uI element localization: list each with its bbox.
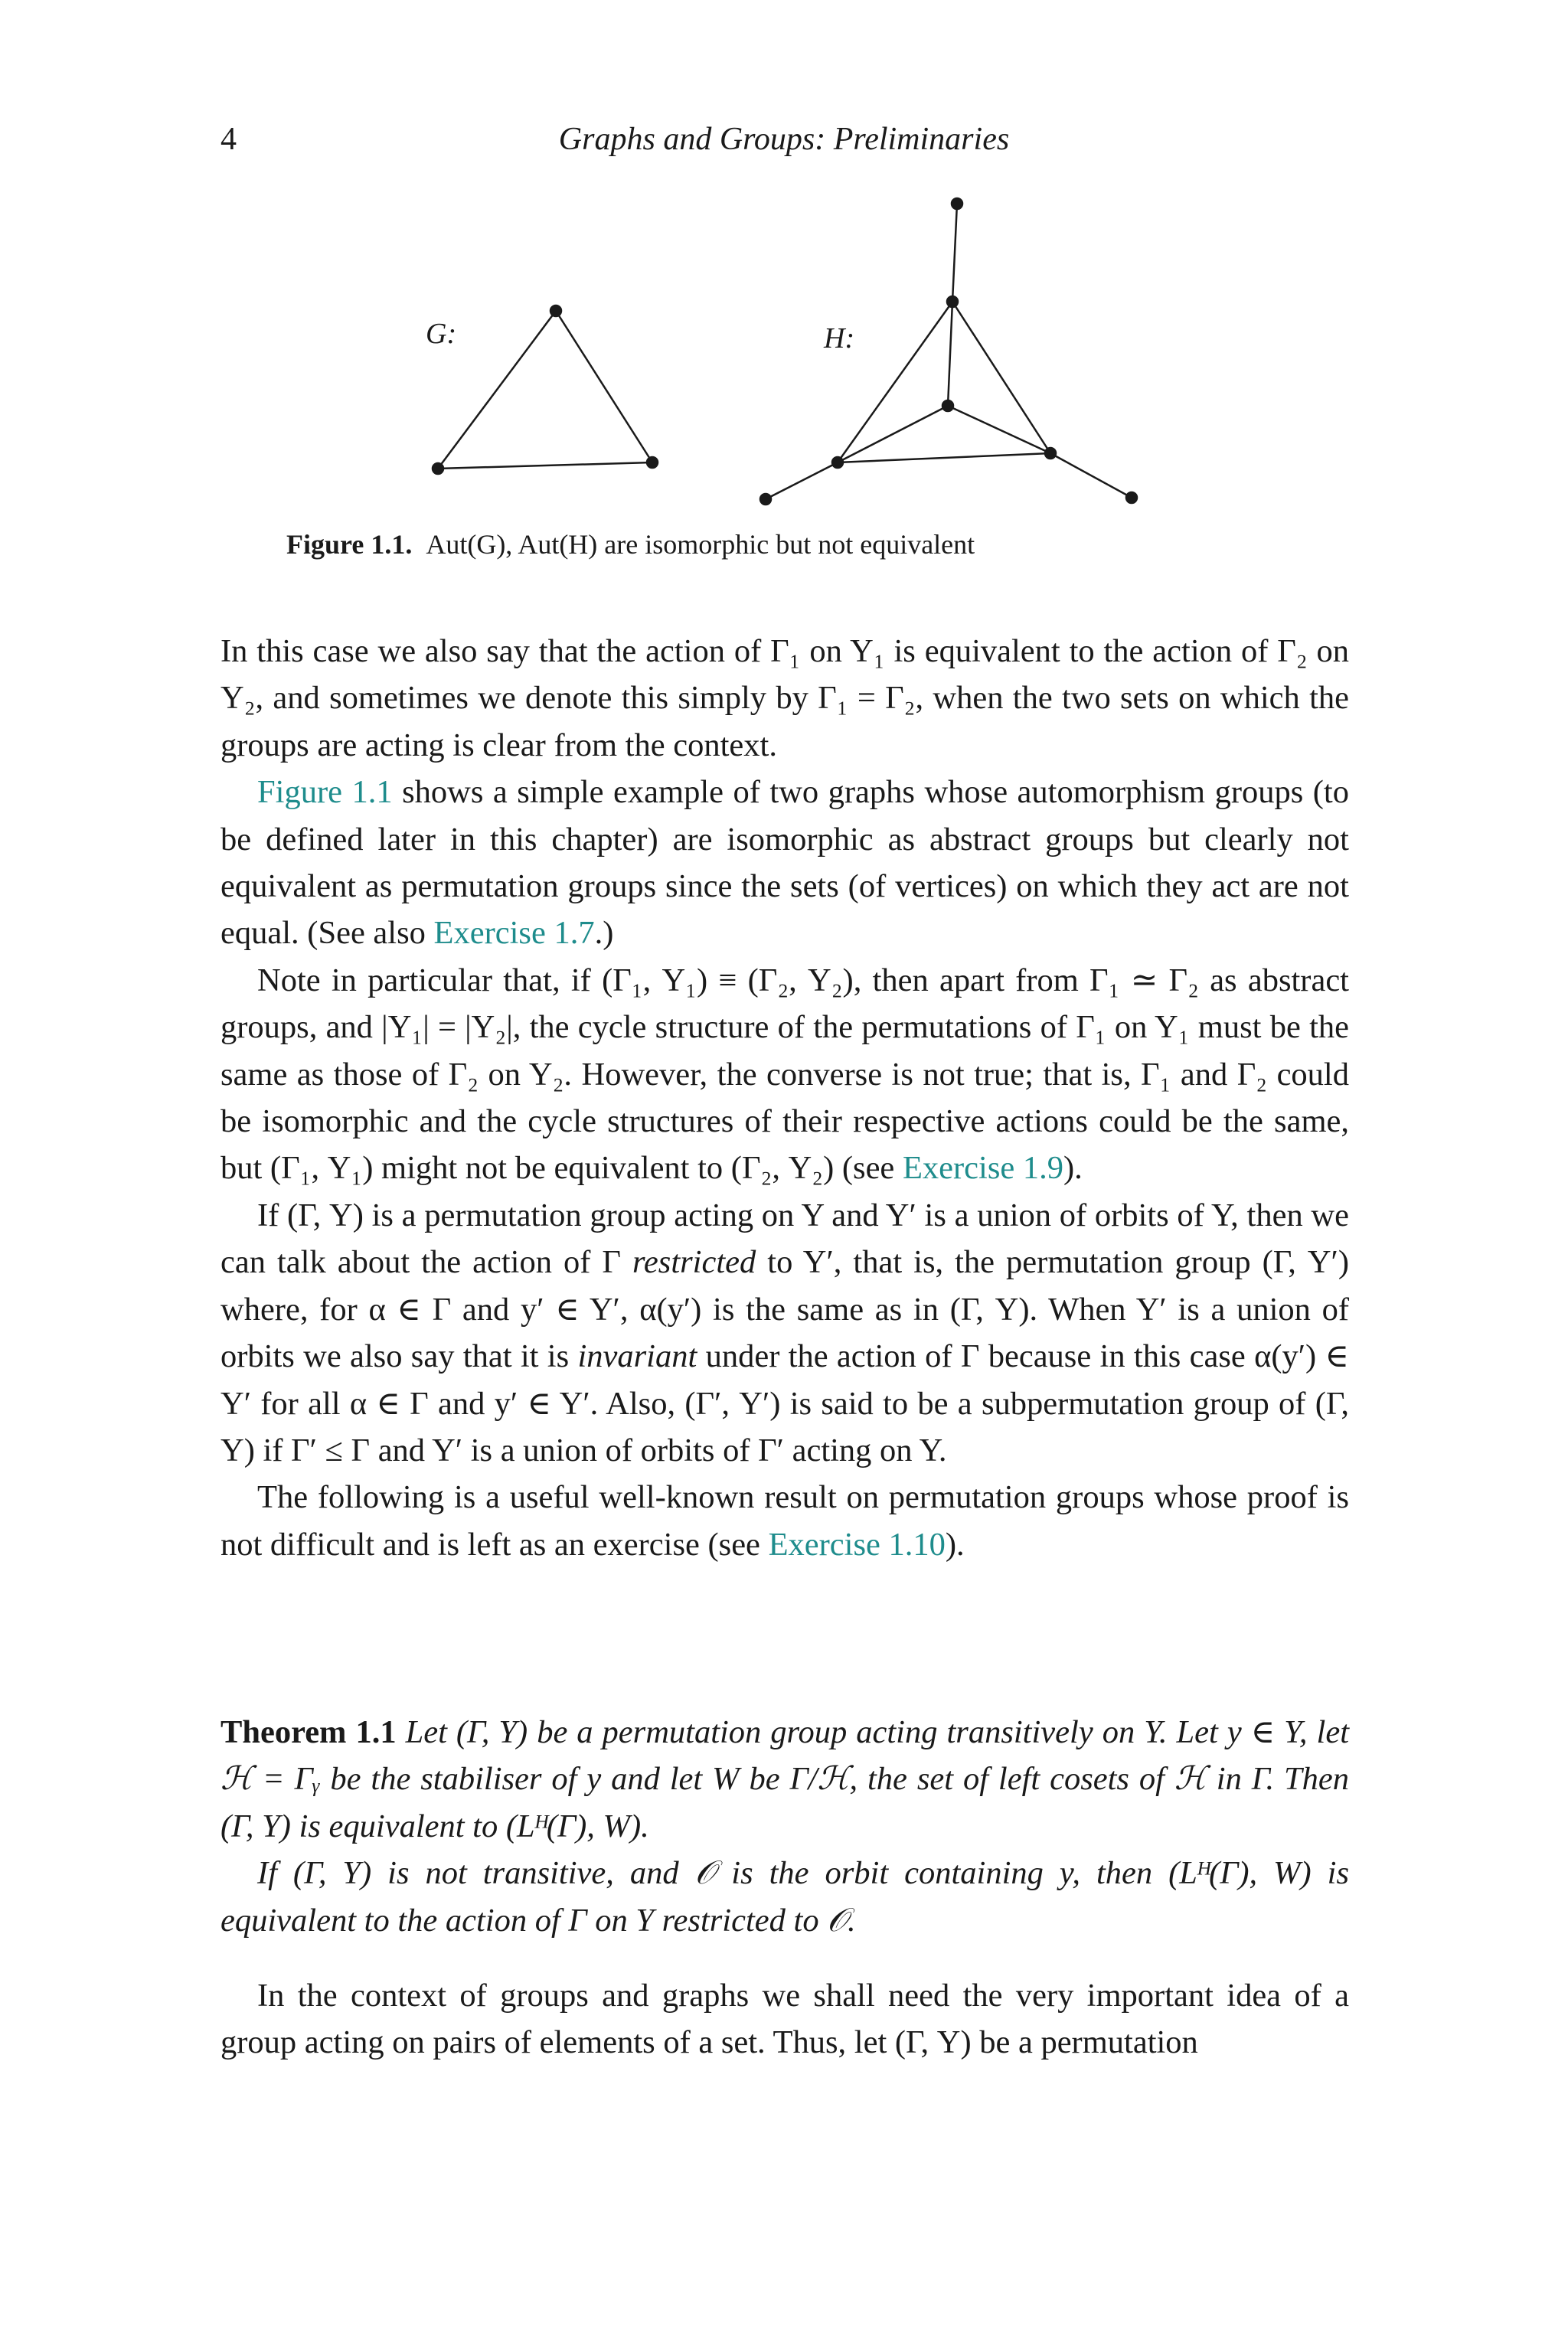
vertex-g-1 [550,305,561,316]
paragraph-3 [220,957,1349,1192]
paragraph-4-text-b: to Y′, that is, the permutation group (Γ, Y′) where, for α ∈ Γ and y′ ∈ Y′, α(y′) is the same as in (Γ, Y). When Y′ is a union of orbits we also say that it is [220,1244,1349,1375]
link-exercise-1-10[interactable]: Exercise 1.10 [768,1526,946,1563]
paragraph-3-text: Note in particular that, if (Γ₁, Y₁) ≡ (Γ₂, Y₂), then apart from Γ₁ ≃ Γ₂ as abstract groups, and |Y₁| = |Y₂|, the cycle structure of the permutations of Γ₁ on Y₁ must be the same as those of Γ₂ on Y₂. However, the converse is not true; that is, Γ₁ and Γ₂ could be isomorphic and the cycle structures of their respective actions could be the same, but (Γ₁, Y₁) might not be equivalent to (Γ₂, Y₂) (see [220,962,1349,1187]
vertex-h-2 [947,296,958,307]
emph-restricted: restricted [632,1244,756,1281]
vertex-h-7 [1126,492,1137,503]
edge-g-2 [556,311,652,462]
figure-1-1 [0,184,1568,521]
closing-paragraph: In the context of groups and graphs we shall need the very important idea of a group acting on pairs of elements of a set. Thus, let (Γ, Y) be a permutation [220,1978,1349,2061]
figure-caption [286,528,975,560]
edge-h-2 [838,302,952,462]
running-head [0,121,1568,167]
page-number: 4 [220,122,237,157]
link-figure-1-1[interactable]: Figure 1.1 [257,774,393,811]
paragraph-2-end: .) [594,915,614,952]
paragraph-4-text-c: under the action of Γ because in this case α(y′) ∈ Y′ for all α ∈ Γ and y′ ∈ Y′. Also, (Γ′, Y′) is said to be a subpermutation group of (Γ, Y) if Γ′ ≤ Γ and Y′ is a union of orbits of Γ′ acting on Y. [220,1338,1349,1468]
vertex-h-4 [832,457,843,468]
emph-invariant: invariant [577,1338,697,1375]
closing-text [220,1972,1349,2066]
label-g: G: [426,318,457,350]
paragraph-3-end: ). [1063,1150,1083,1187]
edge-h-1 [952,204,957,302]
vertex-g-3 [647,457,658,468]
paragraph-2 [220,769,1349,957]
paragraph-1: In this case we also say that the action of Γ₁ on Y₁ is equivalent to the action of Γ₂ on Y₂, and sometimes we denote this simply by Γ₁ = Γ₂, when the two sets on which the groups are acting is clear from the context. [220,633,1349,763]
vertex-h-5 [1045,448,1056,459]
paragraph-2-text: shows a simple example of two graphs whose automorphism groups (to be defined later in this chapter) are isomorphic as abstract groups but clearly not equivalent as permutation groups since the sets (of vertices) on which they act are not equal. (See also [220,774,1349,952]
theorem-paragraph-1 [220,1709,1349,1850]
paragraph-5 [220,1474,1349,1568]
vertex-g-2 [433,463,443,474]
graph-figure [0,184,1568,521]
paragraph-5-end: ). [945,1526,965,1563]
theorem-label: Theorem 1.1 [220,1714,397,1750]
caption-text: Aut(G), Aut(H) are isomorphic but not equivalent [426,529,975,560]
edge-h-8 [766,462,838,499]
graph-h [760,198,1137,505]
edge-h-5 [948,302,952,406]
edge-h-6 [838,406,948,462]
theorem-paragraph-2: If (Γ, Y) is not transitive, and 𝒪 is the orbit containing y, then (Lᴴ(Γ), W) is equivalent to the action of Γ on Y restricted to 𝒪. [220,1855,1349,1939]
running-title: Graphs and Groups: Preliminaries [558,122,1010,157]
paragraph-4-text-a: If (Γ, Y) is a permutation group acting on Y and Y′ is a union of orbits of Y, then we can talk about the action of Γ [220,1197,1349,1281]
paragraph-4 [220,1192,1349,1474]
graph-g [433,305,658,474]
body-text [220,628,1349,1568]
label-h: H: [824,322,855,354]
theorem-1-1 [220,1709,1349,1944]
vertex-h-6 [760,494,771,505]
edge-g-3 [438,462,652,469]
link-exercise-1-9[interactable]: Exercise 1.9 [902,1150,1063,1187]
edge-h-9 [1050,453,1132,498]
caption-label: Figure 1.1. [286,529,413,560]
vertex-h-3 [942,400,953,411]
paragraph-5-text: The following is a useful well-known result on permutation groups whose proof is not difficult and is left as an exercise (see [220,1479,1349,1563]
theorem-statement: Let (Γ, Y) be a permutation group acting transitively on Y. Let y ∈ Y, let ℋ = Γᵧ be the stabiliser of y and let W be Γ/ℋ, the set of left cosets of ℋ in Γ. Then (Γ, Y) is equivalent to (Lᴴ(Γ), W). [220,1714,1349,1844]
vertex-h-1 [952,198,962,209]
link-exercise-1-7[interactable]: Exercise 1.7 [433,915,595,952]
edge-h-4 [838,453,1050,462]
